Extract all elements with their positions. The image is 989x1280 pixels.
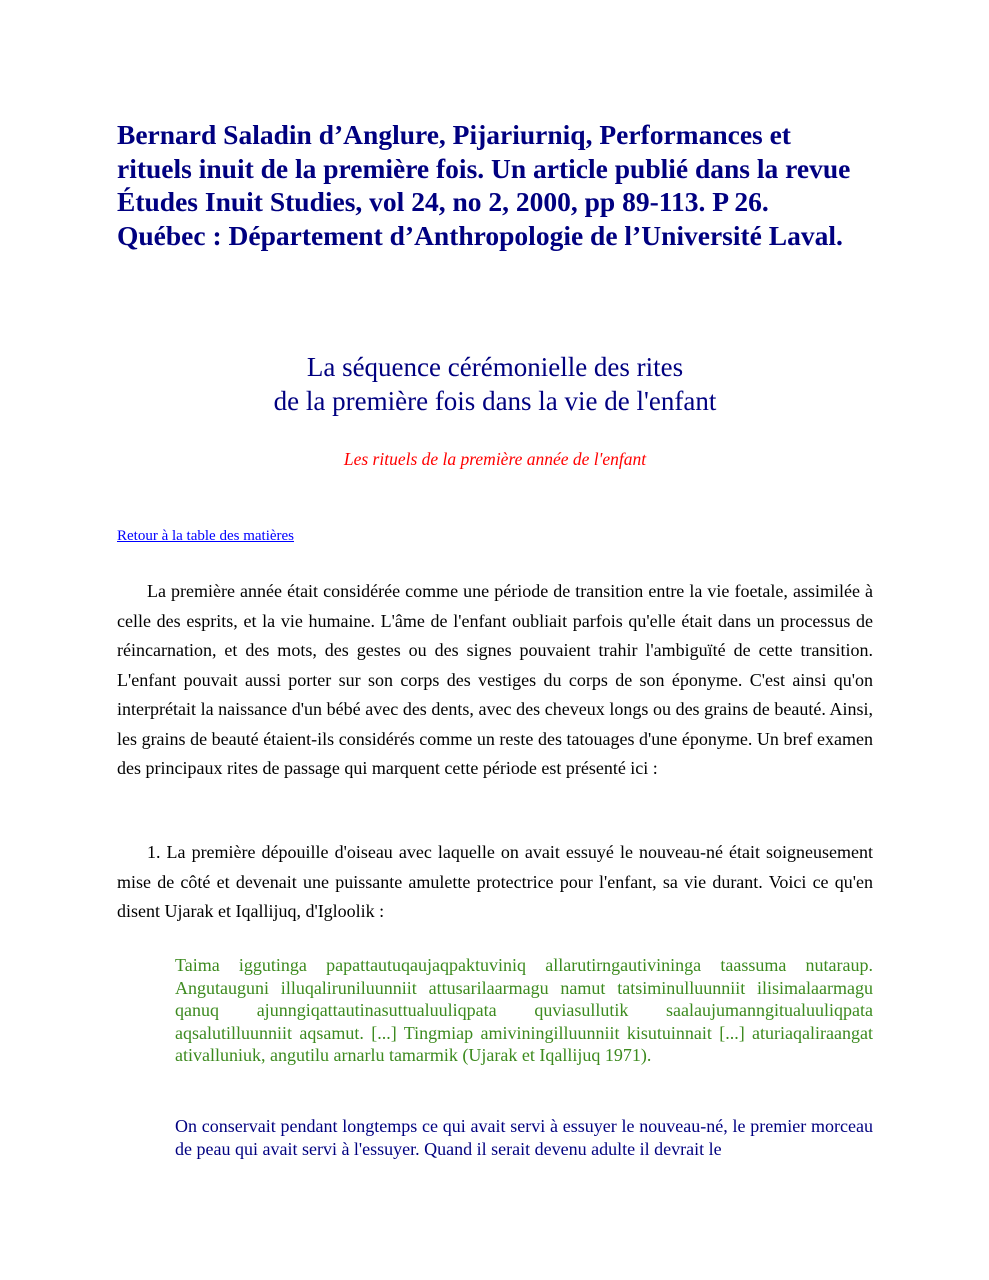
citation-heading: Bernard Saladin d’Anglure, Pijariurniq, Performances et rituels inuit de la première fois. Un article publié dans la revue Études Inuit Studies, vol 24, no 2, 2000, pp 89-113. P 26. Québec : Département d’Anthropologie de l’Université Laval. (117, 119, 851, 251)
section-subtitle: Les rituels de la première année de l'enfant (343, 449, 647, 469)
french-translation-quote: On conservait pendant longtemps ce qui avait servi à essuyer le nouveau-né, le premier morceau de peau qui avait servi à l'essuyer. Quand il serait devenu adulte il devrait le (175, 1116, 873, 1159)
back-to-toc-link[interactable]: Retour à la table des matières (117, 528, 295, 544)
item-1-paragraph: 1. La première dépouille d'oiseau avec laquelle on avait essuyé le nouveau-né était soigneusement mise de côté et devenait une puissante amulette protectrice pour l'enfant, sa vie durant. Voici ce qu'en disent Ujarak et Iqallijuq, d'Igloolik : (117, 842, 873, 921)
section-title (117, 350, 873, 418)
intro-paragraph: La première année était considérée comme une période de transition entre la vie foetale, assimilée à celle des esprits, et la vie humaine. L'âme de l'enfant oubliait parfois qu'elle était dans un processus de réincarnation, et des mots, des gestes ou des signes pouvaient trahir l'ambiguïté de cette transition. L'enfant pouvait aussi porter sur son corps des vestiges du corps de son éponyme. C'est ainsi qu'on interprétait la naissance d'un bébé avec des dents, avec des cheveux longs ou des grains de beauté. Ainsi, les grains de beauté étaient-ils considérés comme un reste des tatouages d'une éponyme. Un bref examen des principaux rites de passage qui marquent cette période est présenté ici : (117, 581, 873, 778)
section-title-line-1: La séquence cérémonielle des rites (306, 352, 684, 382)
inuktitut-quote: Taima iggutinga papattautuqaujaqpaktuviniq allarutirngautivininga taassuma nutaraup. Angutauguni illuqaliruniluunniit attusarilaarmagu namut tatsiminulluunniit ilisimalaarmagu qanuq ajunngiqattautinasuttualuuliqpata quviasullutik saalaujumanngitualuuliqpata aqsalutilluunniit aqsamut. [...] Tingmiap amiviningilluunniit kisutuinnait [...] aturiaqaliraangat ativalluniuk, angutilu arnarlu tamarmik (Ujarak et Iqallijuq 1971). (175, 955, 873, 1065)
section-title-line-2: de la première fois dans la vie de l'enfant (273, 386, 717, 416)
